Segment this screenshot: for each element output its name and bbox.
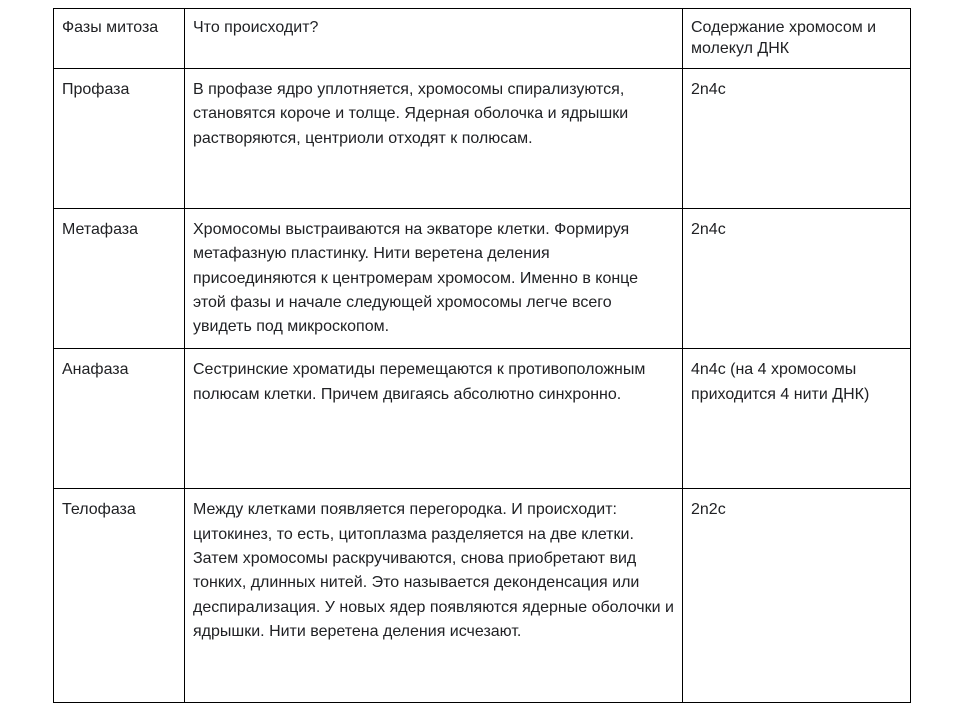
phase-name-cell: Телофаза (54, 489, 185, 703)
table-row (54, 209, 911, 349)
phase-description-cell (185, 489, 683, 703)
chromosome-content-cell: 4n4c (на 4 хромосомы приходится 4 нити ДНК) (683, 349, 911, 489)
description-paragraph: В профазе ядро уплотняется, хромосомы спирализуются, становятся короче и толще. Ядерная оболочка и ядрышки растворяются, центриоли отходят к полюсам. (193, 81, 629, 147)
phase-name-cell: Метафаза (54, 209, 185, 349)
phase-name-cell: Анафаза (54, 349, 185, 489)
chromosome-content-cell: 2n4c (683, 209, 911, 349)
description-paragraph: Хромосомы выстраиваются на экваторе клетки. Формируя метафазную пластинку. Нити веретена деления присоединяются к центромерам хромосом. Именно в конце этой фазы и начале следующей хромосомы легче всего увидеть под микроскопом. (193, 221, 639, 336)
chromosome-content-cell: 2n4c (683, 69, 911, 209)
description-paragraph: Сестринские хроматиды перемещаются к противоположным полюсам клетки. Причем двигаясь абсолютно синхронно. (193, 361, 646, 403)
phase-description-cell (185, 209, 683, 349)
table-row (54, 489, 911, 703)
phase-description-cell (185, 69, 683, 209)
header-content-cell: Содержание хромосом и молекул ДНК (683, 9, 911, 69)
chromosome-content-cell: 2n2c (683, 489, 911, 703)
mitosis-phases-table (53, 8, 911, 703)
header-phase-cell: Фазы митоза (54, 9, 185, 69)
table-row (54, 349, 911, 489)
phase-description-cell (185, 349, 683, 489)
table-row (54, 69, 911, 209)
header-what-cell: Что происходит? (185, 9, 683, 69)
description-paragraph: Между клетками появляется перегородка. И происходит: цитокинез, то есть, цитоплазма разделяется на две клетки. (193, 501, 634, 543)
phase-name-cell: Профаза (54, 69, 185, 209)
description-paragraph: Затем хромосомы раскручиваются, снова приобретают вид тонких, длинных нитей. Это называется деконденсация или деспирализация. У новых ядер появляются ядерные оболочки и ядрышки. Нити веретена деления исчезают. (193, 550, 674, 640)
table-header-row (54, 9, 911, 69)
